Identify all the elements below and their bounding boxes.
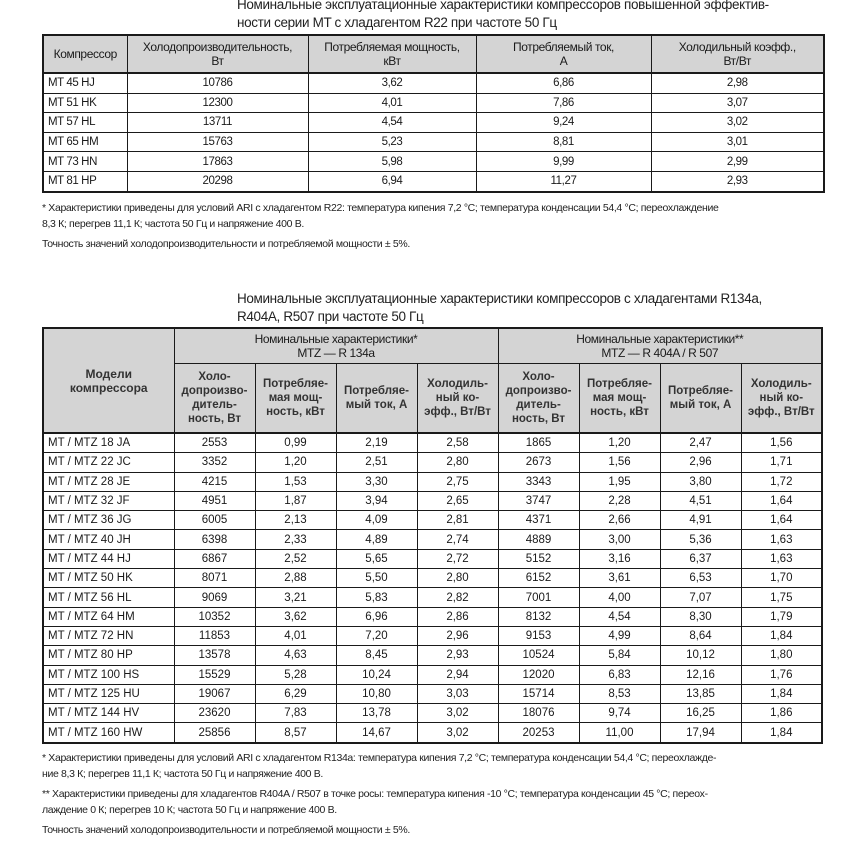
value-cell: 16,25 [660,704,741,723]
value-cell: 2553 [174,433,255,453]
header-compressor: Компрессор [43,35,127,73]
table-row [43,607,822,626]
value-cell: 5,83 [336,588,417,607]
table2-group-header-row [43,328,822,364]
value-cell: 6152 [498,569,579,588]
value-cell: 2,82 [417,588,498,607]
value-cell: 5,50 [336,569,417,588]
compressor-model-cell: MT / MTZ 28 JE [43,472,174,491]
compressor-model-cell: MT / MTZ 125 HU [43,684,174,703]
value-cell: 4,54 [579,607,660,626]
value-cell: 10786 [127,73,308,93]
compressor-model-cell: MT / MTZ 72 HN [43,626,174,645]
value-cell: 8071 [174,569,255,588]
table1-accuracy-note: Точность значений холодопроизводительности и потребляемой мощности ± 5%. [42,238,410,250]
value-cell: 8,57 [255,723,336,743]
value-cell: 8,81 [476,132,651,152]
value-cell: 4951 [174,491,255,510]
table2-footnote-r134a: * Характеристики приведены для условий ARI с хладагентом R134a: температура кипения 7,2 °C; температура конденсации 54,4 °C; переохлажде- ние 8,3 К; перегрев 11,1 К; частота 50 Гц и напряжение 400 В. [42,752,717,780]
value-cell: 4,54 [308,113,476,133]
value-cell: 20298 [127,171,308,191]
header-power-input: Потребляемая мощность, кВт [308,35,476,73]
value-cell: 6,29 [255,684,336,703]
value-cell: 1,72 [741,472,822,491]
value-cell: 8,64 [660,626,741,645]
compressor-model-cell: MT 45 HJ [43,73,127,93]
value-cell: 2,74 [417,530,498,549]
table-row [43,530,822,549]
value-cell: 1,63 [741,530,822,549]
r134a-r404a-performance-table [42,327,823,744]
subheader-power-input-r134a: Потребляе- мая мощ- ность, кВт [255,364,336,434]
value-cell: 7,86 [476,93,651,113]
value-cell: 12020 [498,665,579,684]
value-cell: 8,53 [579,684,660,703]
value-cell: 5,36 [660,530,741,549]
value-cell: 15763 [127,132,308,152]
value-cell: 1,76 [741,665,822,684]
table1-header-row [43,35,824,73]
compressor-model-cell: MT / MTZ 80 HP [43,646,174,665]
table2-title [237,290,837,326]
value-cell: 4215 [174,472,255,491]
compressor-model-cell: MT / MTZ 160 HW [43,723,174,743]
value-cell: 8,30 [660,607,741,626]
header-group-r134a: Номинальные характеристики* MTZ — R 134a [174,328,498,364]
table-row [43,152,824,172]
subheader-cooling-capacity-r134a: Холо- допроизво- дитель- ность, Вт [174,364,255,434]
value-cell: 13578 [174,646,255,665]
value-cell: 1,95 [579,472,660,491]
value-cell: 2,80 [417,453,498,472]
table1-title-line1: Номинальные эксплуатационные характеристики компрессоров повышенной эффектив- [237,0,769,12]
value-cell: 6,96 [336,607,417,626]
value-cell: 3,16 [579,549,660,568]
table-row [43,569,822,588]
value-cell: 4889 [498,530,579,549]
value-cell: 7,83 [255,704,336,723]
value-cell: 2,86 [417,607,498,626]
table2-title-line2: R404A, R507 при частоте 50 Гц [237,309,424,324]
table1-title-line2: ности серии MT с хладагентом R22 при частоте 50 Гц [237,15,557,30]
value-cell: 1,75 [741,588,822,607]
table-row [43,132,824,152]
value-cell: 1,56 [579,453,660,472]
value-cell: 3,61 [579,569,660,588]
value-cell: 3,02 [651,113,824,133]
value-cell: 17,94 [660,723,741,743]
value-cell: 2,33 [255,530,336,549]
value-cell: 1,64 [741,491,822,510]
value-cell: 1,84 [741,684,822,703]
value-cell: 5,28 [255,665,336,684]
value-cell: 10,80 [336,684,417,703]
table-row [43,433,822,453]
value-cell: 9,24 [476,113,651,133]
value-cell: 4,63 [255,646,336,665]
value-cell: 2,96 [660,453,741,472]
value-cell: 10,12 [660,646,741,665]
header-cop: Холодильный коэфф., Вт/Вт [651,35,824,73]
table2-accuracy-note: Точность значений холодопроизводительности и потребляемой мощности ± 5%. [42,824,410,836]
value-cell: 4,99 [579,626,660,645]
value-cell: 2,93 [417,646,498,665]
value-cell: 14,67 [336,723,417,743]
value-cell: 2,99 [651,152,824,172]
value-cell: 13,85 [660,684,741,703]
value-cell: 6,53 [660,569,741,588]
value-cell: 15714 [498,684,579,703]
table1-footnote: * Характеристики приведены для условий ARI с хладагентом R22: температура кипения 7,2 °C; температура конденсации 54,4 °C; переохлаждение 8,3 К; перегрев 11,1 К; частота 50 Гц и напряжение 400 В. [42,202,719,230]
value-cell: 1,63 [741,549,822,568]
value-cell: 18076 [498,704,579,723]
value-cell: 3,01 [651,132,824,152]
value-cell: 4,09 [336,511,417,530]
value-cell: 6,83 [579,665,660,684]
header-group-r404a-r507: Номинальные характеристики** MTZ — R 404A / R 507 [498,328,822,364]
value-cell: 2,94 [417,665,498,684]
value-cell: 15529 [174,665,255,684]
value-cell: 9069 [174,588,255,607]
table-row [43,93,824,113]
value-cell: 6,86 [476,73,651,93]
value-cell: 4,00 [579,588,660,607]
value-cell: 2,28 [579,491,660,510]
compressor-model-cell: MT / MTZ 22 JC [43,453,174,472]
r22-performance-table [42,34,825,193]
value-cell: 3,62 [308,73,476,93]
subheader-cop-r134a: Холодиль- ный ко- эфф., Вт/Вт [417,364,498,434]
compressor-model-cell: MT / MTZ 18 JA [43,433,174,453]
value-cell: 11,27 [476,171,651,191]
value-cell: 8132 [498,607,579,626]
value-cell: 1,53 [255,472,336,491]
compressor-model-cell: MT 65 HM [43,132,127,152]
value-cell: 3,80 [660,472,741,491]
value-cell: 6005 [174,511,255,530]
value-cell: 5,23 [308,132,476,152]
compressor-model-cell: MT / MTZ 32 JF [43,491,174,510]
value-cell: 1,80 [741,646,822,665]
table-row [43,704,822,723]
value-cell: 12300 [127,93,308,113]
value-cell: 1,20 [255,453,336,472]
subheader-power-input-r404a: Потребляе- мая мощ- ность, кВт [579,364,660,434]
table-row [43,665,822,684]
value-cell: 3,02 [417,723,498,743]
value-cell: 2,72 [417,549,498,568]
value-cell: 9153 [498,626,579,645]
compressor-model-cell: MT / MTZ 100 HS [43,665,174,684]
value-cell: 1,84 [741,626,822,645]
value-cell: 10,24 [336,665,417,684]
value-cell: 19067 [174,684,255,703]
value-cell: 17863 [127,152,308,172]
value-cell: 7,07 [660,588,741,607]
subheader-cop-r404a: Холодиль- ный ко- эфф., Вт/Вт [741,364,822,434]
value-cell: 3352 [174,453,255,472]
value-cell: 2,13 [255,511,336,530]
compressor-model-cell: MT 57 HL [43,113,127,133]
value-cell: 2,47 [660,433,741,453]
value-cell: 2673 [498,453,579,472]
header-current: Потребляемый ток, А [476,35,651,73]
value-cell: 11,00 [579,723,660,743]
subheader-cooling-capacity-r404a: Холо- допроизво- дитель- ность, Вт [498,364,579,434]
value-cell: 9,99 [476,152,651,172]
value-cell: 1,64 [741,511,822,530]
value-cell: 2,80 [417,569,498,588]
value-cell: 3,02 [417,704,498,723]
value-cell: 8,45 [336,646,417,665]
value-cell: 5,65 [336,549,417,568]
value-cell: 5,84 [579,646,660,665]
header-compressor-models: Модели компрессора [43,328,174,433]
compressor-model-cell: MT 81 HP [43,171,127,191]
subheader-current-r404a: Потребляе- мый ток, А [660,364,741,434]
value-cell: 7,20 [336,626,417,645]
value-cell: 1,86 [741,704,822,723]
value-cell: 3,07 [651,93,824,113]
value-cell: 2,66 [579,511,660,530]
value-cell: 13,78 [336,704,417,723]
table2-footnote-r404a: ** Характеристики приведены для хладагентов R404A / R507 в точке росы: температура кипения -10 °C; температура конденсации 45 °C; переох- лаждение 0 К; перегрев 10 К; частота 50 Гц и напряжение 400 В. [42,788,708,816]
header-cooling-capacity: Холодопроизводительность, Вт [127,35,308,73]
value-cell: 0,99 [255,433,336,453]
value-cell: 1,56 [741,433,822,453]
value-cell: 6398 [174,530,255,549]
compressor-model-cell: MT / MTZ 44 HJ [43,549,174,568]
value-cell: 4,89 [336,530,417,549]
value-cell: 1,70 [741,569,822,588]
table-row [43,646,822,665]
table1-title [237,0,837,32]
value-cell: 4371 [498,511,579,530]
value-cell: 2,65 [417,491,498,510]
value-cell: 2,75 [417,472,498,491]
value-cell: 2,19 [336,433,417,453]
value-cell: 3,62 [255,607,336,626]
value-cell: 6,37 [660,549,741,568]
value-cell: 10352 [174,607,255,626]
table-row [43,113,824,133]
value-cell: 11853 [174,626,255,645]
value-cell: 4,01 [255,626,336,645]
table-row [43,684,822,703]
value-cell: 1,84 [741,723,822,743]
value-cell: 5,98 [308,152,476,172]
table-row [43,453,822,472]
compressor-model-cell: MT 51 HK [43,93,127,113]
value-cell: 2,52 [255,549,336,568]
compressor-model-cell: MT / MTZ 56 HL [43,588,174,607]
value-cell: 2,58 [417,433,498,453]
value-cell: 6,94 [308,171,476,191]
value-cell: 1,79 [741,607,822,626]
table-row [43,511,822,530]
table-row [43,491,822,510]
value-cell: 4,01 [308,93,476,113]
value-cell: 2,51 [336,453,417,472]
compressor-model-cell: MT 73 HN [43,152,127,172]
value-cell: 3,94 [336,491,417,510]
table-row [43,73,824,93]
value-cell: 12,16 [660,665,741,684]
table-row [43,588,822,607]
value-cell: 2,96 [417,626,498,645]
value-cell: 7001 [498,588,579,607]
value-cell: 2,98 [651,73,824,93]
value-cell: 1,71 [741,453,822,472]
value-cell: 1865 [498,433,579,453]
compressor-model-cell: MT / MTZ 36 JG [43,511,174,530]
value-cell: 4,91 [660,511,741,530]
value-cell: 4,51 [660,491,741,510]
table-row [43,472,822,491]
value-cell: 2,93 [651,171,824,191]
table-row [43,723,822,743]
value-cell: 5152 [498,549,579,568]
compressor-model-cell: MT / MTZ 50 HK [43,569,174,588]
value-cell: 10524 [498,646,579,665]
value-cell: 3343 [498,472,579,491]
value-cell: 3,21 [255,588,336,607]
value-cell: 13711 [127,113,308,133]
compressor-model-cell: MT / MTZ 144 HV [43,704,174,723]
value-cell: 3747 [498,491,579,510]
table-row [43,549,822,568]
table-row [43,171,824,191]
value-cell: 1,20 [579,433,660,453]
value-cell: 23620 [174,704,255,723]
value-cell: 20253 [498,723,579,743]
compressor-model-cell: MT / MTZ 40 JH [43,530,174,549]
value-cell: 25856 [174,723,255,743]
value-cell: 6867 [174,549,255,568]
table-row [43,626,822,645]
value-cell: 3,03 [417,684,498,703]
value-cell: 3,00 [579,530,660,549]
value-cell: 9,74 [579,704,660,723]
value-cell: 3,30 [336,472,417,491]
value-cell: 2,81 [417,511,498,530]
subheader-current-r134a: Потребляе- мый ток, А [336,364,417,434]
compressor-model-cell: MT / MTZ 64 HM [43,607,174,626]
value-cell: 1,87 [255,491,336,510]
value-cell: 2,88 [255,569,336,588]
table2-title-line1: Номинальные эксплуатационные характеристики компрессоров с хладагентами R134a, [237,291,762,306]
